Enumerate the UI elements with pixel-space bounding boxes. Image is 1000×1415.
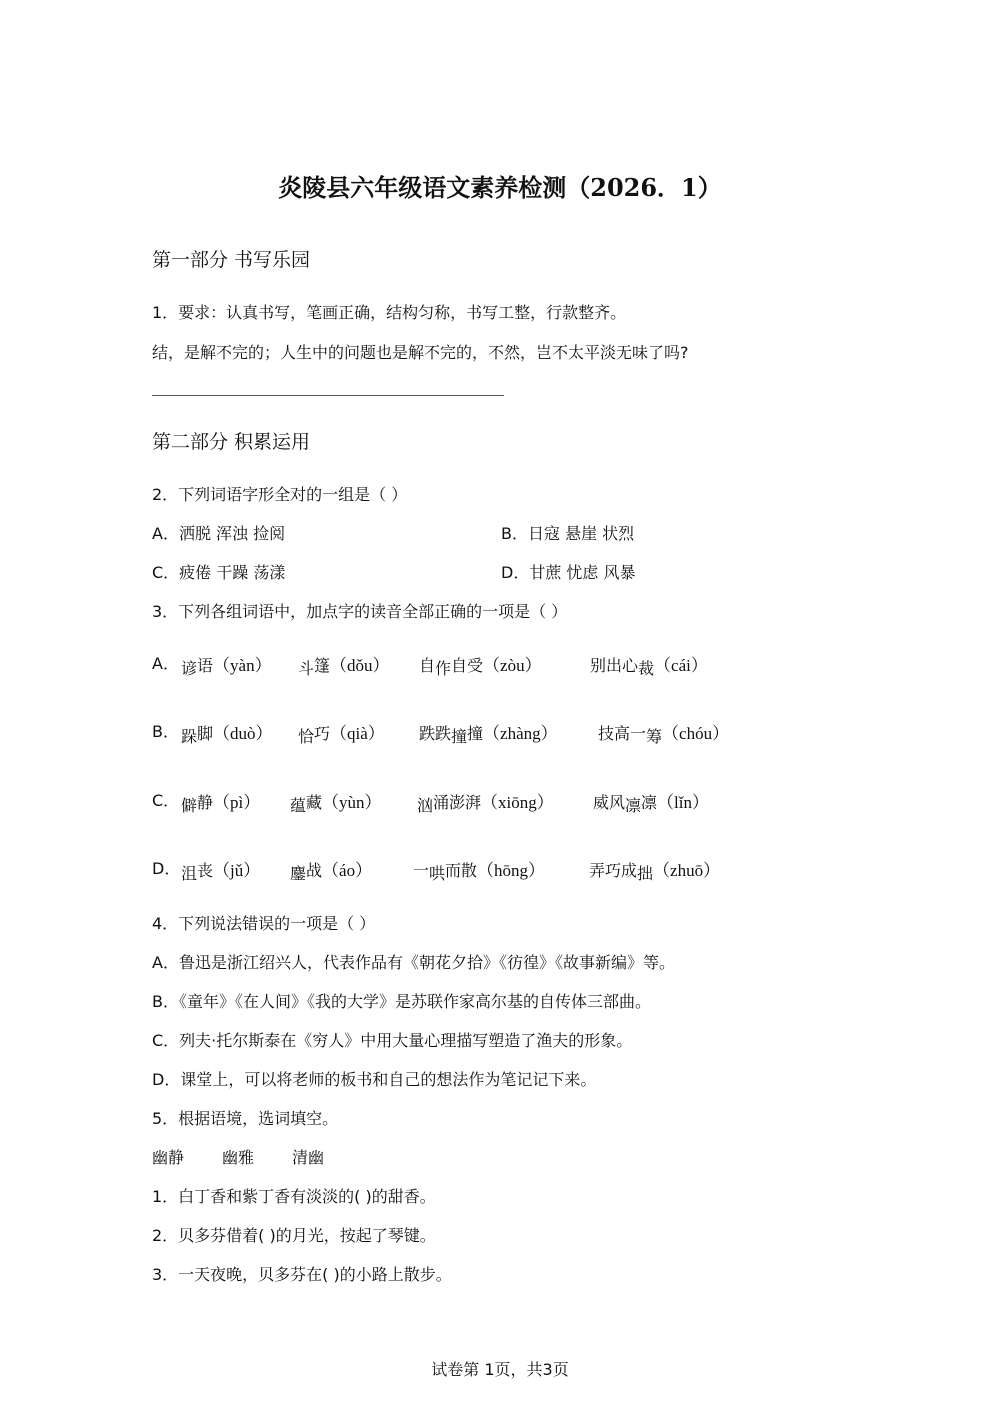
word-part: 凛 [641, 793, 658, 812]
word-part: 篷 [314, 656, 331, 675]
dotted-character: 汹 [417, 796, 434, 815]
word-part: 跌跌 [419, 724, 452, 743]
dotted-character: 斗 [298, 659, 315, 678]
q5-stem: 5．根据语境，选词填空。 [152, 1109, 339, 1128]
dotted-character: 跺 [181, 727, 198, 746]
page-title: 炎陵县六年级语文素养检测（2026．1） [278, 173, 722, 202]
q3-word-item [419, 719, 558, 744]
part1-heading: 第一部分 书写乐园 [152, 249, 311, 271]
word-part: 一 [413, 861, 430, 880]
q3-word-item [181, 719, 273, 744]
q1-copy-text: 结，是解不完的；人生中的问题也是解不完的，不然，岂不太平淡无味了吗? [152, 343, 689, 362]
pinyin-annotation: （áo） [322, 861, 373, 880]
pinyin-annotation: （duò） [213, 724, 273, 743]
word-part: 丧 [197, 861, 214, 880]
dotted-character: 鏖 [290, 864, 307, 883]
pinyin-annotation: （jǔ） [213, 861, 261, 880]
q2-option-a: A．洒脱 浑浊 捡阅 [152, 524, 286, 543]
word-part: 而散 [445, 861, 478, 880]
dotted-character: 恰 [298, 727, 315, 746]
q3-word-item [298, 651, 390, 676]
pinyin-annotation: （qià） [330, 724, 385, 743]
q3-option-label: D． [152, 859, 181, 878]
q4-stem: 4．下列说法错误的一项是（ ） [152, 914, 376, 933]
q4-option-d: D．课堂上，可以将老师的板书和自己的想法作为笔记记下来。 [152, 1070, 597, 1089]
dotted-character: 僻 [181, 796, 198, 815]
q4-option-c: C．列夫·托尔斯泰在《穷人》中用大量心理描写塑造了渔夫的形象。 [152, 1031, 633, 1050]
dotted-character: 凛 [625, 796, 642, 815]
q4-option-b: B．《童年》《在人间》《我的大学》是苏联作家高尔基的自传体三部曲。 [152, 992, 651, 1011]
q3-word-item [419, 651, 542, 676]
q3-word-item [413, 856, 545, 881]
q5-sentence-2: 2．贝多芬借着( )的月光，按起了琴键。 [152, 1226, 436, 1245]
dotted-character: 撞 [451, 727, 468, 746]
q5-word-3: 清幽 [292, 1148, 325, 1167]
dotted-character: 谚 [181, 659, 198, 678]
dotted-character: 筹 [646, 727, 663, 746]
dotted-character: 裁 [638, 659, 655, 678]
pinyin-annotation: （lǐn） [657, 793, 709, 812]
dotted-character: 蕴 [290, 796, 307, 815]
q3-word-item [181, 856, 260, 881]
word-part: 技高一 [598, 724, 647, 743]
q3-word-item [590, 651, 708, 676]
dotted-character: 哄 [429, 864, 446, 883]
q3-word-item [298, 719, 385, 744]
q5-sentence-3: 3．一天夜晚，贝多芬在( )的小路上散步。 [152, 1265, 452, 1284]
word-part: 脚 [197, 724, 214, 743]
dotted-character: 拙 [637, 864, 654, 883]
word-part: 涌澎湃 [433, 793, 482, 812]
writing-line [152, 395, 504, 396]
word-part: 语 [197, 656, 214, 675]
pinyin-annotation: （zhàng） [483, 724, 558, 743]
q5-sentence-1: 1．白丁香和紫丁香有淡淡的( )的甜香。 [152, 1187, 436, 1206]
part2-heading: 第二部分 积累运用 [152, 431, 311, 453]
page-footer: 试卷第 1页，共3页 [431, 1360, 569, 1379]
dotted-character: 作 [435, 659, 452, 678]
pinyin-annotation: （chóu） [662, 724, 730, 743]
dotted-character: 沮 [181, 864, 198, 883]
pinyin-annotation: （cái） [654, 656, 708, 675]
q3-option-label: C． [152, 791, 180, 810]
word-part: 自 [419, 656, 436, 675]
word-part: 藏 [306, 793, 323, 812]
q3-word-item [589, 856, 720, 881]
q3-word-item [181, 651, 272, 676]
q3-word-item [598, 719, 729, 744]
pinyin-annotation: （pì） [213, 793, 261, 812]
word-part: 撞 [467, 724, 484, 743]
q3-word-item [290, 856, 372, 881]
q2-stem: 2．下列词语字形全对的一组是（ ） [152, 485, 408, 504]
q3-option-label: B． [152, 722, 179, 741]
word-part: 弄巧成 [589, 861, 638, 880]
q3-word-item [290, 788, 382, 813]
q2-option-d: D．甘蔗 忧虑 风暴 [501, 563, 636, 582]
word-part: 自受 [451, 656, 484, 675]
word-part: 巧 [314, 724, 331, 743]
pinyin-annotation: （zhuō） [653, 861, 721, 880]
word-part: 战 [306, 861, 323, 880]
q3-word-item [417, 788, 554, 813]
q3-word-item [593, 788, 709, 813]
pinyin-annotation: （yùn） [322, 793, 382, 812]
pinyin-annotation: （zòu） [483, 656, 542, 675]
q3-stem: 3．下列各组词语中，加点字的读音全部正确的一项是（ ） [152, 602, 568, 621]
word-part: 别出心 [590, 656, 639, 675]
pinyin-annotation: （xiōng） [481, 793, 554, 812]
q2-option-c: C．疲倦 干躁 荡漾 [152, 563, 286, 582]
pinyin-annotation: （hōng） [477, 861, 546, 880]
word-part: 威风 [593, 793, 626, 812]
q5-word-1: 幽静 [152, 1148, 185, 1167]
q5-word-2: 幽雅 [222, 1148, 255, 1167]
q3-word-item [181, 788, 260, 813]
q1-prompt: 1．要求：认真书写，笔画正确，结构匀称，书写工整，行款整齐。 [152, 303, 627, 322]
q3-option-label: A． [152, 654, 179, 673]
pinyin-annotation: （dǒu） [330, 656, 390, 675]
word-part: 静 [197, 793, 214, 812]
q4-option-a: A．鲁迅是浙江绍兴人，代表作品有《朝花夕拾》《彷徨》《故事新编》等。 [152, 953, 675, 972]
q2-option-b: B．日寇 悬崖 状烈 [501, 524, 635, 543]
pinyin-annotation: （yàn） [213, 656, 272, 675]
